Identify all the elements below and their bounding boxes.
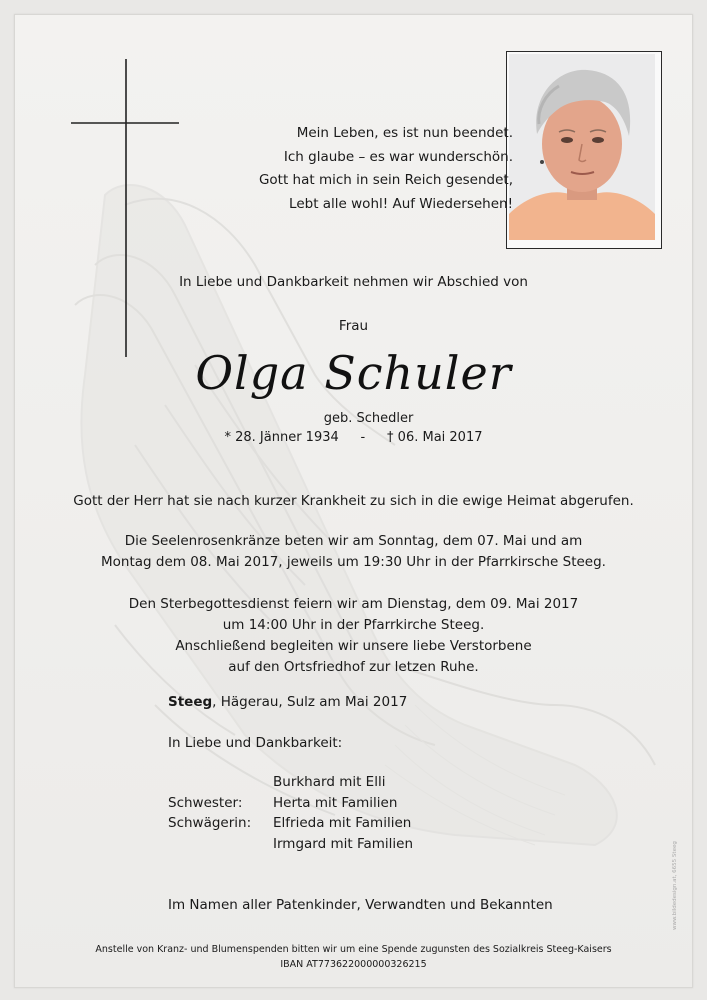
paragraph-rosary — [0, 531, 707, 573]
maiden-name-text: geb. Schedler — [323, 411, 414, 426]
relative-row — [168, 834, 413, 855]
maiden-name — [0, 411, 707, 426]
poem-line: Mein Leben, es ist nun beendet. — [296, 125, 513, 141]
relative-name: Burkhard mit Elli — [273, 774, 386, 790]
paragraph-line: Die Seelenrosenkränze beten wir am Sonntag, dem 07. Mai und am — [124, 533, 583, 549]
birth-date: * 28. Jänner 1934 — [224, 430, 339, 445]
gratitude-heading: In Liebe und Dankbarkeit: — [168, 735, 343, 751]
death-date: † 06. Mai 2017 — [387, 430, 483, 445]
poem-line: Ich glaube – es war wunderschön. — [283, 148, 513, 165]
salutation: Frau — [338, 318, 369, 334]
cross-icon — [71, 59, 181, 359]
place-rest: , Hägerau, Sulz am Mai 2017 — [212, 694, 408, 710]
relative-label — [168, 834, 273, 855]
iban-line: IBAN AT773622000000326215 — [280, 959, 427, 970]
place-name: Steeg — [168, 694, 213, 710]
relative-name: Irmgard mit Familien — [273, 835, 414, 852]
intro-text: In Liebe und Dankbarkeit nehmen wir Abschied von — [179, 274, 528, 290]
paragraph-line: Montag dem 08. Mai 2017, jeweils um 19:30 Uhr in der Pfarrkirsche Steeg. — [101, 554, 606, 570]
paragraph-funeral — [0, 594, 707, 678]
relative-name: Herta mit Familien — [273, 794, 398, 811]
donation-line: Anstelle von Kranz- und Blumenspenden bitten wir um eine Spende zugunsten des Sozialkreis Steeg-Kaisers — [95, 944, 612, 955]
date-separator: - — [360, 430, 366, 445]
paragraph-line: um 14:00 Uhr in der Pfarrkirche Steeg. — [222, 617, 485, 633]
designer-credit: www.bildedesign.at, 6655 Steeg — [672, 841, 678, 930]
paragraph-line: auf den Ortsfriedhof zur letzen Ruhe. — [228, 659, 479, 675]
closing-text: Im Namen aller Patenkinder, Verwandten und Bekannten — [168, 897, 553, 913]
relative-row — [168, 793, 413, 814]
relative-label: Schwägerin: — [168, 815, 252, 831]
donation-note — [0, 942, 707, 972]
paragraph-line: Anschließend begleiten wir unsere liebe Verstorbene — [175, 638, 532, 654]
relative-name: Elfrieda mit Familien — [273, 815, 412, 831]
poem-line: Gott hat mich in sein Reich gesendet, — [258, 172, 513, 188]
portrait-image — [509, 54, 655, 240]
life-dates — [0, 430, 707, 445]
relative-label: Schwester: — [168, 794, 243, 811]
relatives-list — [168, 772, 413, 854]
portrait-photo — [506, 51, 662, 249]
paragraph-announcement: Gott der Herr hat sie nach kurzer Krankheit zu sich in die ewige Heimat abgerufen. — [73, 493, 634, 509]
poem — [259, 122, 513, 216]
deceased-name: Olga Schuler — [195, 346, 512, 400]
place-date — [168, 694, 407, 710]
relative-label — [168, 772, 273, 793]
relative-row — [168, 772, 413, 793]
paragraph-line: Den Sterbegottesdienst feiern wir am Dienstag, dem 09. Mai 2017 — [128, 596, 579, 612]
relative-row — [168, 813, 413, 834]
poem-line: Lebt alle wohl! Auf Wiedersehen! — [289, 195, 513, 212]
